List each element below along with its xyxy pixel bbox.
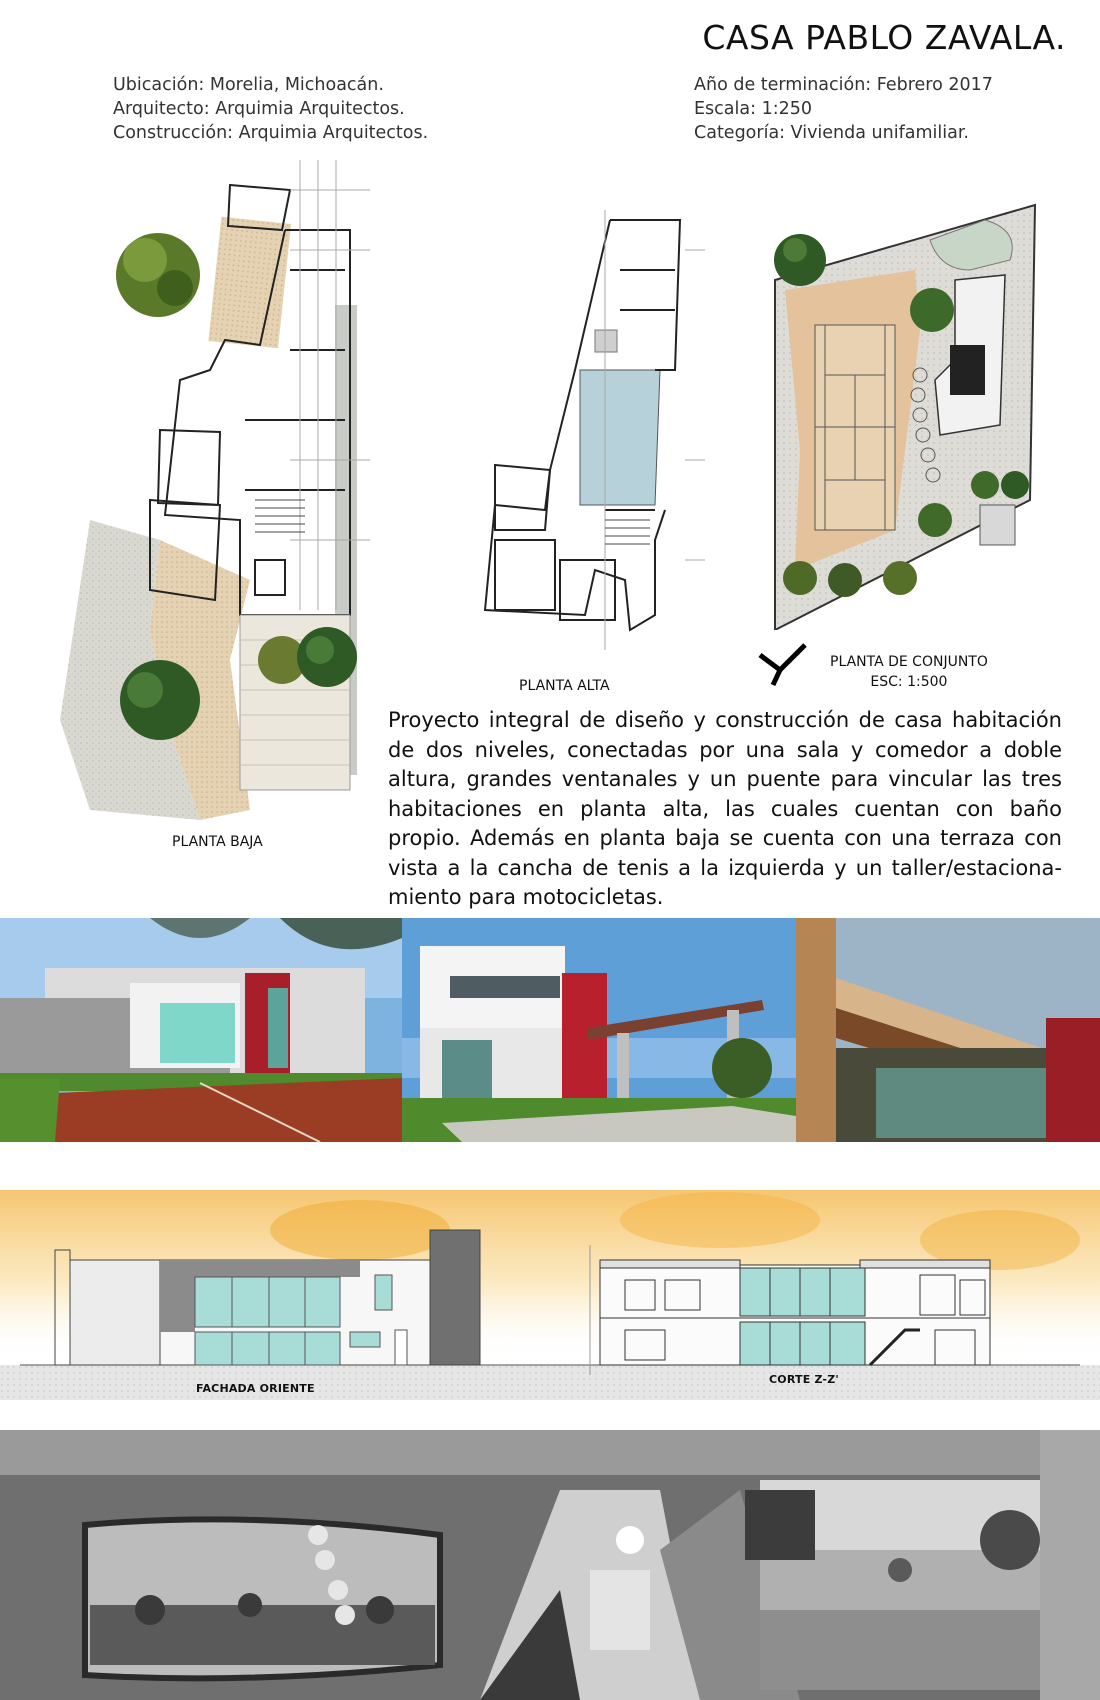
site-plan-title: PLANTA DE CONJUNTO xyxy=(830,654,988,670)
project-info-right xyxy=(694,73,993,145)
north-arrow-icon xyxy=(755,640,815,690)
construction-text: Construcción: Arquimia Arquitectos. xyxy=(113,123,429,143)
double-height-void xyxy=(580,370,660,505)
category-text: Categoría: Vivienda unifamiliar. xyxy=(694,123,969,143)
interior-panorama-photo xyxy=(0,1430,1100,1700)
terrace-pattern xyxy=(950,345,985,395)
upper-floor-caption: PLANTA ALTA xyxy=(519,678,610,694)
stairs xyxy=(255,500,305,532)
grid-lines xyxy=(290,160,370,610)
project-info-left xyxy=(113,73,428,145)
scale-text: Escala: 1:250 xyxy=(694,99,812,119)
upper-stairs xyxy=(605,520,650,544)
ground-strip xyxy=(0,1365,1100,1400)
photo-pergola-detail xyxy=(796,918,1100,1142)
site-plan xyxy=(770,200,1040,630)
skylight xyxy=(595,330,617,352)
elevation-section-drawings xyxy=(0,1190,1100,1415)
project-description: Proyecto integral de diseño y construcción de casa habitación de dos niveles, conectadas por una sala y comedor a doble altura, grandes ventanales y un puente para vincular las tres habitaciones en planta alta, las cuales cuentan con baño propio. Además en planta baja se cuenta con una terraza con vista a la cancha de tenis a la izquierda y un taller/estaciona-miento para motocicletas. xyxy=(388,708,1062,909)
section-caption: CORTE Z-Z' xyxy=(769,1373,839,1386)
location-text: Ubicación: Morelia, Michoacán. xyxy=(113,75,384,95)
ground-floor-caption: PLANTA BAJA xyxy=(172,834,263,850)
site-plan-scale: ESC: 1:500 xyxy=(870,674,948,690)
architect-text: Arquitecto: Arquimia Arquitectos. xyxy=(113,99,405,119)
upper-floor-plan xyxy=(455,210,715,660)
ground-floor-plan xyxy=(50,160,410,840)
parking xyxy=(980,505,1015,545)
sand-deck xyxy=(208,217,291,349)
completion-year-text: Año de terminación: Febrero 2017 xyxy=(694,75,993,95)
site-plan-caption xyxy=(830,652,988,692)
photo-facade-pergola xyxy=(402,918,796,1142)
section-zz-drawing xyxy=(590,1245,990,1375)
photo-tennis-court xyxy=(0,918,402,1142)
page-title: CASA PABLO ZAVALA. xyxy=(702,18,1066,57)
east-facade-caption: FACHADA ORIENTE xyxy=(196,1382,315,1395)
